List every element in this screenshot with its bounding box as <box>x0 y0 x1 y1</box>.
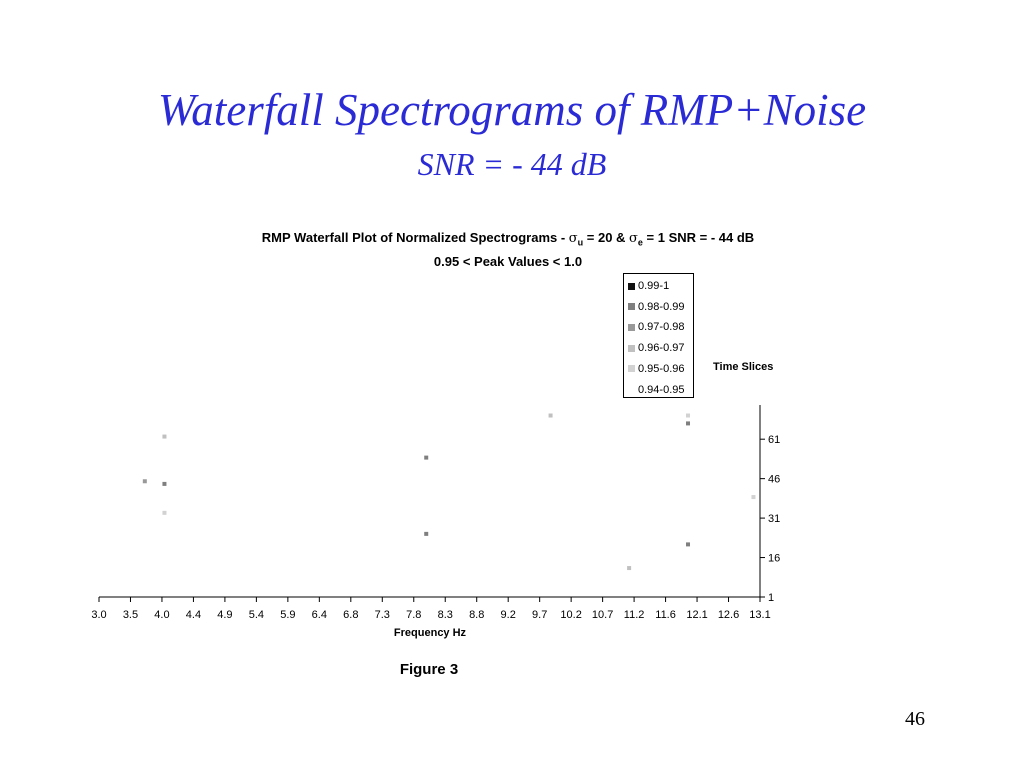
z-tick-label: 16 <box>768 552 781 565</box>
data-point <box>686 542 690 546</box>
chart-subtitle: 0.95 < Peak Values < 1.0 <box>433 254 583 269</box>
x-tick-label: 5.9 <box>280 609 296 621</box>
data-point <box>424 532 428 536</box>
x-tick-label: 4.4 <box>185 609 202 621</box>
x-tick-label: 8.8 <box>469 609 485 621</box>
z-tick-label: 1 <box>768 592 775 604</box>
legend-swatch <box>628 365 635 372</box>
legend-swatch <box>628 283 635 290</box>
legend-item <box>628 383 684 397</box>
legend-swatch <box>628 386 635 393</box>
legend-label: 0.97-0.98 <box>638 321 685 334</box>
z-tick-label: 31 <box>768 513 781 526</box>
x-axis-title: Frequency Hz <box>393 627 467 639</box>
legend-label: 0.94-0.95 <box>638 383 685 396</box>
x-tick-label: 5.4 <box>248 609 265 621</box>
sigma-symbol: σ <box>629 231 638 246</box>
data-point <box>162 482 166 486</box>
x-tick-label: 7.3 <box>374 609 390 621</box>
legend-item <box>628 341 684 355</box>
x-tick-label: 10.7 <box>591 609 614 621</box>
data-point <box>627 566 631 570</box>
chart-legend <box>623 273 694 398</box>
x-tick-label: 9.2 <box>500 609 516 621</box>
z-tick-label: 61 <box>768 434 781 447</box>
sigma-e-subscript: e <box>637 237 643 248</box>
x-tick-label: 11.2 <box>623 609 645 621</box>
slide-title: Waterfall Spectrograms of RMP+Noise <box>157 85 867 135</box>
x-tick-label: 13.1 <box>749 609 771 621</box>
page-number: 46 <box>905 708 925 730</box>
legend-item <box>628 362 684 376</box>
legend-swatch <box>628 345 635 352</box>
x-tick-label: 11.6 <box>655 609 676 621</box>
z-tick-label: 46 <box>768 473 781 486</box>
legend-swatch <box>628 324 635 331</box>
slide-subtitle: SNR = - 44 dB <box>417 146 607 182</box>
data-point <box>143 479 147 483</box>
legend-swatch <box>628 303 635 310</box>
x-tick-label: 8.3 <box>437 609 453 621</box>
sigma-symbol: σ <box>568 231 578 246</box>
x-tick-label: 7.8 <box>406 609 422 621</box>
legend-item <box>628 320 684 334</box>
x-tick-label: 10.2 <box>560 609 582 621</box>
data-point <box>686 421 690 425</box>
data-point <box>162 511 166 515</box>
data-point <box>686 414 690 418</box>
x-tick-label: 4.0 <box>154 609 170 621</box>
x-tick-label: 6.4 <box>311 609 327 621</box>
x-tick-label: 3.5 <box>122 609 139 621</box>
data-point <box>162 435 166 439</box>
legend-label: 0.95-0.96 <box>638 362 685 375</box>
sigma-u-value: = 20 & <box>583 230 630 245</box>
x-tick-label: 3.0 <box>91 609 107 621</box>
chart-title-prefix: RMP Waterfall Plot of Normalized Spectrograms - <box>261 230 569 245</box>
data-point <box>549 414 553 418</box>
sigma-u-subscript: u <box>577 237 584 248</box>
figure-caption: Figure 3 <box>399 661 459 678</box>
x-tick-label: 12.1 <box>686 609 708 621</box>
x-tick-label: 12.6 <box>717 609 740 621</box>
legend-item <box>628 300 684 314</box>
legend-label: 0.98-0.99 <box>638 300 685 313</box>
z-axis-title: Time Slices <box>713 361 774 373</box>
x-tick-label: 4.9 <box>217 609 233 621</box>
legend-label: 0.99-1 <box>638 280 670 292</box>
x-tick-label: 9.7 <box>532 609 548 621</box>
legend-item <box>628 279 669 293</box>
data-point <box>751 495 755 499</box>
sigma-e-value: = 1 SNR = - 44 dB <box>642 230 755 245</box>
legend-label: 0.96-0.97 <box>638 342 685 355</box>
data-point <box>424 456 428 460</box>
x-tick-label: 6.8 <box>343 609 359 621</box>
